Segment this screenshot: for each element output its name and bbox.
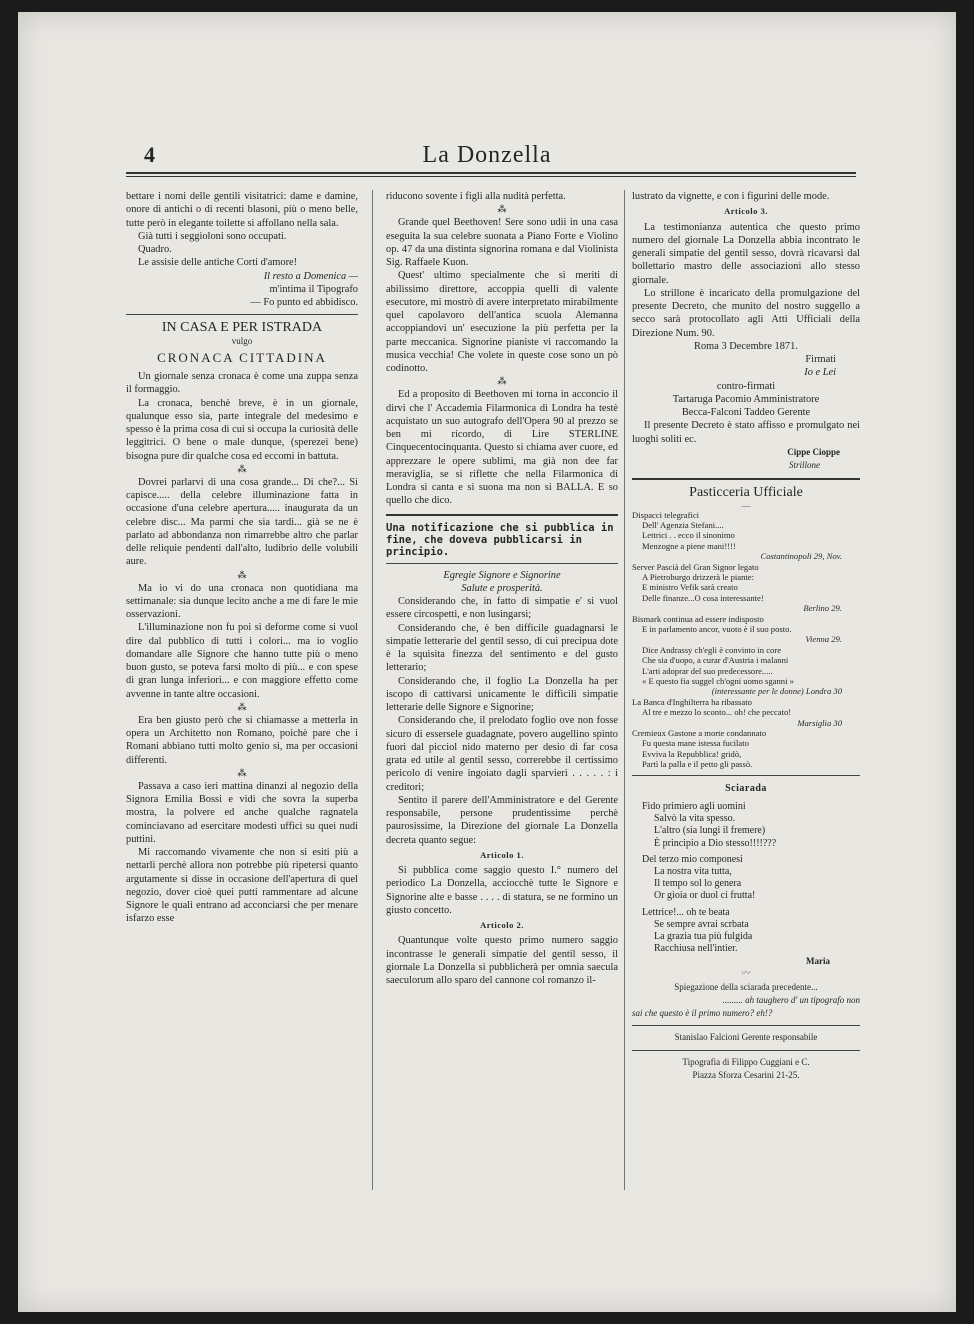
paragraph: Mi raccomando vivamente che non si esiti più a nettarli perchè allora non potrebbe più ripetersi quanto argutamente si disse in occasione dell'apertura di quel negozio, dover cioè quei putti rammentare ad alcune Signore le quali entrano ad acconciarsi che per menare isfarzo esse — [126, 847, 358, 925]
poem-line: Il tempo sol lo genera — [654, 878, 742, 890]
crier-role: Strillone — [789, 460, 820, 470]
paragraph: Lo strillone è incaricato della promulgazione del presente Decreto, che munito del nostro suggello a secco sarà protocollato agli Atti Ufficiali della Direzione Num. 90. — [632, 287, 860, 339]
signature-line: Becca-Falconi Taddeo Gerente — [681, 407, 811, 418]
dispatch-line: Bismark continua ad essere indisposto — [632, 613, 764, 624]
paragraph: bettare i nomi delle gentili visitatrici: dame e damine, onore di antichi o di recenti blasoni, più o meno belle, tutte però in elegante toilette si affollano nella sala. — [126, 191, 358, 229]
countersign-label: contro-firmati — [716, 380, 776, 392]
paragraph: Già tutti i seggioloni sono occupati. — [138, 230, 287, 242]
dispatch-dateline: Costantinopoli 29, Nov. — [760, 551, 842, 562]
dispatch-line: La Banca d'Inghilterra ha ribassato — [632, 696, 752, 707]
poem-line: È principio a Dio stesso!!!!??? — [654, 837, 777, 849]
ornament: 〰 — [741, 967, 751, 978]
poem-line: Se sempre avrai scrbata — [654, 918, 749, 930]
poem-author: Maria — [806, 956, 830, 967]
section-title: Pasticceria Ufficiale — [689, 485, 803, 501]
masthead-title: La Donzella — [422, 142, 552, 168]
paragraph: riducono sovente i figli alla nudità perfetta. — [386, 191, 566, 202]
paragraph: Quadro. — [138, 244, 172, 255]
printer-address: Piazza Sforza Cesarini 21-25. — [692, 1069, 800, 1080]
column-two — [386, 190, 618, 987]
asterism: ⁂ — [237, 569, 247, 580]
article-heading: Articolo 2. — [480, 920, 524, 930]
signoff-line: m'intima il Tipografo — [269, 283, 358, 295]
section-heading: IN CASA E PER ISTRADA — [161, 320, 323, 336]
explanation-line: ......... ah taughero d' un tipografo non — [722, 994, 860, 1005]
article-heading: Articolo 3. — [724, 206, 768, 217]
paragraph: Quest' ultimo specialmente che si meriti di abilissimo direttore, accoppia quelli di valente esecutore, mi mostrò di avere interpretato mirabilmente quel capolavoro dell'antica scuola Alemanna accoppiandovi un' esecuzione la più perfetta per la parte meccanica. Signorine pianiste vi raccomando la musica vecchia! Che volete in queste cose sono un pò codinotto. — [386, 270, 618, 374]
dispatch-line: Fu questa mane istessa fucilato — [642, 738, 749, 749]
poem-line: Fido primiero agli uomini — [642, 800, 746, 812]
ornament: — — [741, 500, 751, 511]
dispatch-line: Lettrici . . ecco il sinonimo — [642, 530, 735, 541]
crier-name: Cippe Cioppe — [787, 446, 840, 457]
decree-date: Roma 3 Decembre 1871. — [694, 340, 798, 352]
dispatch-line: « E questo fia suggel ch'ogni uomo sganni » — [642, 676, 794, 686]
poem-line: Or gioia or duol ci frutta! — [654, 890, 756, 902]
paragraph: La cronaca, benchè breve, è in un giornale, qualunque esso sia, parte integrale del medesimo e spesso è la prima cosa di cui si occupa la curiosità delle leggitrici. O bene o male dunque, (sperezei bene) bisogna pure dir qualche cosa ed eccomi in battuta. — [126, 397, 358, 462]
dispatch-line: Che sia d'uopo, a curar d'Austria i malanni — [642, 655, 789, 666]
asterism: ⁂ — [237, 767, 247, 778]
dispatch-line: Menzogne a piene mani!!!! — [642, 540, 736, 551]
paragraph: Un giornale senza cronaca è come una zuppa senza il formaggio. — [126, 371, 358, 396]
newspaper-page — [18, 12, 956, 1312]
paragraph: Considerando che, il prelodato foglio ove non fosse sicuro di essersele guadagnate, povero augellino spinto fuori dal picciol nido materno per desio di far cosa grata ed utile al gentil sesso, correrebbe il certissimo pericolo di venire ingoiato dagli sparvieri . . . . . : i creditori; — [386, 715, 618, 793]
paragraph: Quantunque volte questo primo numero saggio incontrasse le generali simpatie del gentil sesso, il giornale La Donzella si pubblicherà per omnia saecula saeculorum allo sparo del cannone col romanzo il- — [386, 935, 618, 986]
column-one — [126, 190, 358, 926]
section-subheading: vulgo — [231, 335, 253, 346]
dispatch-line: Cremieux Gastone a morte condannato — [632, 728, 767, 739]
explanation-line: sai che questo è il primo numero? eh!? — [632, 1008, 773, 1019]
column-three — [632, 190, 860, 1082]
dispatch-line: A Pietroburgo drizzerà le piante: — [642, 571, 754, 582]
signature-label: Firmati — [805, 354, 836, 365]
signoff-line: — Fo punto ed abbidisco. — [250, 297, 358, 308]
paragraph: La testimonianza autentica che questo primo numero del giornale La Donzella abbia incontrato le generali simpatie del gentil sesso, dovrà ricavarsi dal bollettario mastro delle associazioni allo stesso giornale. — [632, 221, 860, 286]
sciarada-poem — [632, 801, 860, 955]
printer-line: Tipografia di Filippo Cuggiani e C. — [682, 1056, 810, 1067]
explanation-heading: Spiegazione della sciarada precedente... — [674, 981, 818, 992]
masthead-rule — [126, 172, 856, 174]
paragraph: Ed a proposito di Beethoven mi torna in acconcio il dirvi che l' Accademia Filarmonica di Londra ha testè acquistato un suo autografo dell'Opera 90 al prezzo se ben mi ricordo, di Lire STERLINE Cinquecentocinquanta. Questo si chiama aver cuore, ed apprezzare le opere sublimi, ma già non dee far meraviglia, se si riflette che nella Filarmonica di Londra si canta e si suona ma non si BALLA. E so quello che dico. — [386, 389, 618, 507]
salutation: Egregie Signore e Signorine — [443, 569, 561, 581]
salutation: Salute e prosperità. — [461, 582, 543, 594]
poem-line: L'altro (sia lungi il fremere) — [654, 825, 766, 837]
column-divider — [372, 190, 373, 1190]
dispatch-line: Evviva la Repubblica! gridò, — [642, 748, 742, 759]
notification-heading: Una notificazione che si pubblica in fine, che doveva pubblicarsi in principio. — [386, 521, 614, 558]
divider — [632, 775, 860, 776]
paragraph: lustrato da vignette, e con i figurini delle mode. — [632, 191, 830, 202]
poem-line: Salvò la vita spesso. — [654, 813, 736, 825]
dispatch-dateline: (interessante per le donne) Londra 30 — [711, 686, 842, 697]
asterism: ⁂ — [497, 204, 507, 215]
divider — [386, 563, 618, 564]
paragraph: Grande quel Beethoven! Sere sono udii in una casa eseguita la sua celebre suonata a Piano Forte e Violino op. 47 da una distinta signorina romana e dal Violinista Sig. Raffaele Kuon. — [386, 217, 618, 268]
poem-line: Del terzo mio componesi — [642, 853, 743, 865]
divider — [632, 478, 860, 480]
dispatch-line: Dell' Agenzia Stefani.... — [642, 519, 724, 530]
column-divider — [624, 190, 625, 1190]
section-title: Sciarada — [725, 782, 767, 794]
dispatch-dateline: Marsiglia 30 — [797, 717, 842, 728]
poem-line: La grazia tua più fulgida — [654, 930, 753, 942]
dispatch-dateline: Vienna 29. — [805, 634, 842, 645]
dispatch-list — [632, 510, 860, 770]
dispatch-line: L'arti adoprar del suo predecessore..... — [642, 665, 773, 676]
divider — [126, 314, 358, 315]
paragraph: Dovrei parlarvi di una cosa grande... Di che?... Si capisce..... della celebre illuminazione fatta in occasione d'una celebre apertura..... inaugurata da un celebre disc... Ma parmi che sia tardi... già se ne è parlato ad abbondanza non rimarrebbe altro che parlar delle reliquie pendenti dall'alto, ludibrio delle volubili aure. — [126, 476, 358, 568]
dispatch-line: Partì la palla e il petto gli passò. — [642, 759, 753, 770]
asterism: ⁂ — [497, 376, 507, 387]
asterism: ⁂ — [237, 701, 247, 712]
signoff-line: Il resto a Domenica — — [263, 270, 358, 282]
dispatch-line: E ministro Vefik sarà creato — [642, 582, 738, 593]
dispatch-line: Delle finanze...O cosa interessante! — [642, 592, 764, 603]
paragraph: Considerando che, il foglio La Donzella ha per iscopo di cattivarsi unicamente le difficili simpatie letterarie delle Signore e Signorine; — [386, 675, 618, 713]
dispatch-line: Dice Andrassy ch'egli è convinto in core — [642, 644, 782, 655]
paragraph: Sentito il parere dell'Amministratore e del Gerente responsabile, persone prudentissime perchè paurosissime, la Direzione del giornale La Donzella decreta quanto segue: — [386, 794, 618, 846]
divider — [386, 514, 618, 516]
masthead-rule-thin — [126, 176, 856, 177]
asterism: ⁂ — [237, 463, 247, 474]
paragraph: Passava a caso ieri mattina dinanzi al negozio della Signora Emilia Bossi e vidi che sovra la superba mostra, la polvere ed anche qualche ragnatela cominciavano ad esercitare modesti uffici su quei nudi puttini. — [126, 780, 358, 845]
divider — [632, 1050, 860, 1051]
dispatch-line: Dispacci telegrafici — [632, 509, 700, 520]
paragraph: Il presente Decreto è stato affisso e promulgato nei luoghi soliti ec. — [632, 420, 860, 445]
article-heading: Articolo 1. — [480, 849, 524, 860]
divider — [632, 1025, 860, 1026]
paragraph: L'illuminazione non fu poi sì deforme come si vuol dire dal pubblico di tutti i colori... ma io voglio domandare alle Signore che hanno tutte più o meno buon gusto, se poteva farsi molto di più... e con spese di gran lunga inferiori... e con maggiore effetto come avvenne in tante altre occasioni. — [126, 622, 358, 700]
signature-names: Io e Lei — [804, 367, 836, 379]
poem-line: La nostra vita tutta, — [654, 865, 732, 877]
dispatch-dateline: Berlino 29. — [803, 603, 842, 614]
page-number: 4 — [144, 142, 155, 167]
section-title: CRONACA CITTADINA — [157, 349, 327, 365]
poem-line: Racchiusa nell'intier. — [654, 943, 738, 955]
paragraph: Era ben giusto però che si chiamasse a metterla in opera un Architetto non Romano, poichè pare che i Romani abbiano tutti molto genio sì, ma per occasioni differenti. — [126, 714, 358, 766]
paragraph: Considerando che, è ben difficile guadagnarsi le simpatie letterarie del gentil sesso, di cui precipua dote è la squisita finezza del sentimento e del gusto letterario; — [386, 622, 618, 674]
signature-line: Tartaruga Pacomio Amministratore — [672, 393, 820, 405]
dispatch-line: Server Pascià del Gran Signor legato — [632, 561, 759, 572]
gerente-line: Stanislao Falcioni Gerente responsabile — [674, 1032, 818, 1043]
paragraph: Si pubblica come saggio questo I.° numero del periodico La Donzella, acciocchè tutte le Signore e Signorine alte e basse . . . . di statura, se ne formino un giusto concetto. — [386, 865, 618, 916]
poem-line: Lettrice!... oh te beata — [642, 906, 730, 918]
paragraph: Considerando che, in fatto di simpatie e' si vuol essere circospetti, e non lusingarsi; — [386, 596, 618, 621]
paragraph: Le assisie delle antiche Corti d'amore! — [138, 257, 298, 269]
paragraph: Ma io vi do una cronaca non quotidiana ma settimanale: sia dunque lecito anche a me di fare le mie osservazioni. — [126, 582, 358, 620]
dispatch-line: E in parlamento ancor, vuoto è il suo posto. — [642, 623, 792, 634]
dispatch-line: Al tre e mezzo lo sconto... oh! che peccato! — [642, 707, 792, 718]
